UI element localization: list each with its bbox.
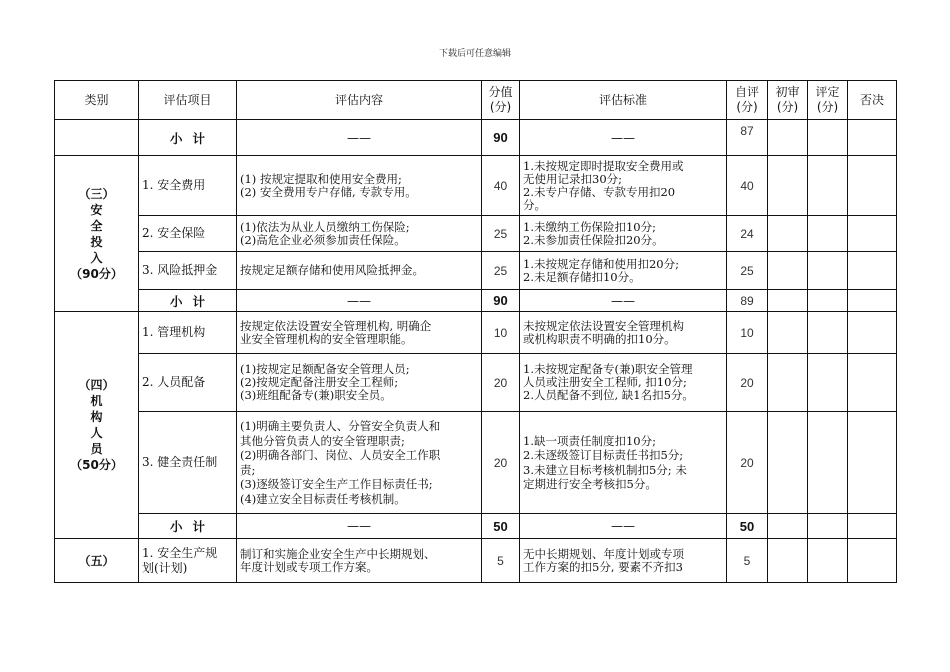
- empty-cell: [768, 156, 808, 216]
- item-cell: 1. 管理机构: [139, 312, 237, 354]
- empty-cell: [848, 120, 897, 156]
- empty-cell: [768, 354, 808, 412]
- empty-cell: [808, 120, 848, 156]
- content-cell: 按规定足额存储和使用风险抵押金。: [237, 252, 482, 290]
- self-score-cell: 50: [727, 514, 768, 539]
- empty-cell: [768, 412, 808, 514]
- dash-cell: ——: [520, 120, 727, 156]
- standard-cell: 1.未按规定即时提取安全费用或 无使用记录扣30分; 2.未专户存储、专款专用扣20 分。: [520, 156, 727, 216]
- subtotal-label: 小计: [139, 514, 237, 539]
- table-row: [55, 354, 897, 412]
- self-score-cell: 20: [727, 354, 768, 412]
- empty-cell: [808, 290, 848, 312]
- content-cell: (1) 按规定提取和使用安全费用; (2) 安全费用专户存储, 专款专用。: [237, 156, 482, 216]
- category-5: （五）: [55, 539, 139, 583]
- table-row: [55, 539, 897, 583]
- standard-cell: 1.未按规定存储和使用扣20分; 2.未足额存储扣10分。: [520, 252, 727, 290]
- category-4: （四） 机 构 人 员 （50分）: [55, 312, 139, 539]
- empty-cell: [768, 290, 808, 312]
- item-cell: 3. 风险抵押金: [139, 252, 237, 290]
- standard-cell: 未按规定依法设置安全管理机构 或机构职责不明确的扣10分。: [520, 312, 727, 354]
- header-final: 评定 (分): [808, 81, 848, 120]
- header-score: 分值 (分): [482, 81, 520, 120]
- empty-cell: [768, 312, 808, 354]
- score-cell: 20: [482, 412, 520, 514]
- score-cell: 10: [482, 312, 520, 354]
- empty-cell: [808, 216, 848, 252]
- self-score-cell: 25: [727, 252, 768, 290]
- category-3: （三） 安 全 投 入 （90分）: [55, 156, 139, 312]
- item-cell: 1. 安全生产规 划(计划): [139, 539, 237, 583]
- subtotal-label: 小计: [139, 120, 237, 156]
- self-score-cell: 24: [727, 216, 768, 252]
- empty-cell: [768, 252, 808, 290]
- dash-cell: ——: [237, 290, 482, 312]
- header-initial: 初审 (分): [768, 81, 808, 120]
- content-cell: 制订和实施企业安全生产中长期规划、 年度计划或专项工作方案。: [237, 539, 482, 583]
- self-score-cell: 5: [727, 539, 768, 583]
- empty-cell: [848, 539, 897, 583]
- empty-cell: [848, 354, 897, 412]
- self-score-cell: 40: [727, 156, 768, 216]
- empty-cell: [848, 312, 897, 354]
- content-cell: (1)按规定足额配备安全管理人员; (2)按规定配备注册安全工程师; (3)班组配备专(兼)职安全员。: [237, 354, 482, 412]
- empty-cell: [808, 252, 848, 290]
- dash-cell: ——: [237, 514, 482, 539]
- score-cell: 25: [482, 216, 520, 252]
- self-score-cell: 89: [727, 290, 768, 312]
- score-cell: 20: [482, 354, 520, 412]
- item-cell: 2. 安全保险: [139, 216, 237, 252]
- table-row: [55, 252, 897, 290]
- table-row: [55, 412, 897, 514]
- score-cell: 5: [482, 539, 520, 583]
- subtotal-label: 小计: [139, 290, 237, 312]
- score-cell: 25: [482, 252, 520, 290]
- header-item: 评估项目: [139, 81, 237, 120]
- dash-cell: ——: [520, 290, 727, 312]
- header-standard: 评估标准: [520, 81, 727, 120]
- item-cell: 3. 健全责任制: [139, 412, 237, 514]
- empty-cell: [808, 354, 848, 412]
- table-row: [55, 156, 897, 216]
- empty-cell: [848, 156, 897, 216]
- table-row: [55, 216, 897, 252]
- table-row: [55, 312, 897, 354]
- empty-cell: [808, 312, 848, 354]
- empty-cell: [808, 412, 848, 514]
- empty-cell: [768, 216, 808, 252]
- table-row: [55, 290, 897, 312]
- empty-cell: [848, 514, 897, 539]
- assessment-table: [54, 80, 897, 583]
- header-self: 自评 (分): [727, 81, 768, 120]
- table-row: [55, 120, 897, 156]
- self-score-cell: 10: [727, 312, 768, 354]
- standard-cell: 1.未缴纳工伤保险扣10分; 2.未参加责任保险扣20分。: [520, 216, 727, 252]
- standard-cell: 无中长期规划、年度计划或专项 工作方案的扣5分, 要素不齐扣3: [520, 539, 727, 583]
- score-cell: 90: [482, 290, 520, 312]
- empty-cell: [768, 120, 808, 156]
- content-cell: (1)依法为从业人员缴纳工伤保险; (2)高危企业必须参加责任保险。: [237, 216, 482, 252]
- table-row: [55, 514, 897, 539]
- empty-cell: [848, 412, 897, 514]
- header-row: [55, 81, 897, 120]
- empty-cell: [808, 539, 848, 583]
- empty-cell: [55, 120, 139, 156]
- dash-cell: ——: [520, 514, 727, 539]
- standard-cell: 1.缺一项责任制度扣10分; 2.未逐级签订目标责任书扣5分; 3.未建立目标考核机制扣5分; 未 定期进行安全考核扣5分。: [520, 412, 727, 514]
- top-note: 下载后可任意编辑: [438, 49, 511, 59]
- item-cell: 1. 安全费用: [139, 156, 237, 216]
- empty-cell: [768, 539, 808, 583]
- self-score-cell: 87: [727, 120, 768, 156]
- header-veto: 否决: [848, 81, 897, 120]
- score-cell: 50: [482, 514, 520, 539]
- empty-cell: [808, 514, 848, 539]
- header-content: 评估内容: [237, 81, 482, 120]
- content-cell: 按规定依法设置安全管理机构, 明确企 业安全管理机构的安全管理职能。: [237, 312, 482, 354]
- empty-cell: [848, 290, 897, 312]
- score-cell: 90: [482, 120, 520, 156]
- header-category: 类别: [55, 81, 139, 120]
- score-cell: 40: [482, 156, 520, 216]
- empty-cell: [848, 216, 897, 252]
- empty-cell: [848, 252, 897, 290]
- dash-cell: ——: [237, 120, 482, 156]
- self-score-cell: 20: [727, 412, 768, 514]
- standard-cell: 1.未按规定配备专(兼)职安全管理 人员或注册安全工程师, 扣10分; 2.人员配备不到位, 缺1名扣5分。: [520, 354, 727, 412]
- empty-cell: [808, 156, 848, 216]
- empty-cell: [768, 514, 808, 539]
- content-cell: (1)明确主要负责人、分管安全负责人和 其他分管负责人的安全管理职责; (2)明确各部门、岗位、人员安全工作职 责; (3)逐级签订安全生产工作目标责任书; (4)建立安全目标责任考核机制。: [237, 412, 482, 514]
- item-cell: 2. 人员配备: [139, 354, 237, 412]
